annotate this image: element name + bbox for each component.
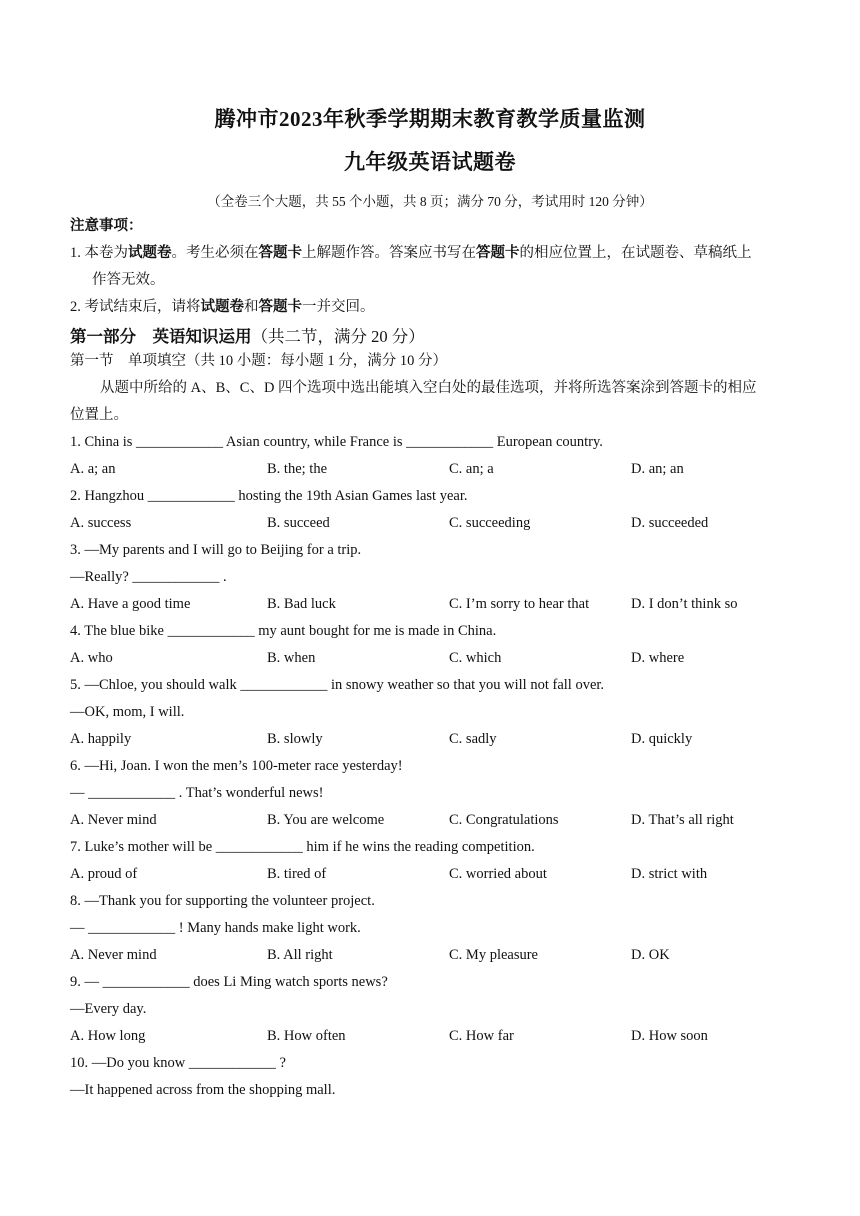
question-stem: 8. —Thank you for supporting the volunteer project. bbox=[70, 893, 375, 909]
option-c: C. an; a bbox=[449, 461, 494, 477]
notice-text: 和 bbox=[244, 299, 259, 315]
notice-item-1 bbox=[70, 244, 752, 262]
question-stem: 3. —My parents and I will go to Beijing for a trip. bbox=[70, 542, 362, 558]
option-a: A. a; an bbox=[70, 461, 116, 477]
option-c: C. sadly bbox=[449, 731, 497, 747]
question-stem: 7. Luke’s mother will be ____________ him if he wins the reading competition. bbox=[70, 839, 535, 855]
notice-bold: 试题卷 bbox=[128, 245, 172, 261]
notice-text: 一并交回。 bbox=[302, 299, 375, 315]
notice-text: 1. 本卷为 bbox=[70, 245, 128, 261]
question-stem: 4. The blue bike ____________ my aunt bought for me is made in China. bbox=[70, 623, 497, 639]
option-c: C. succeeding bbox=[449, 515, 531, 531]
option-a: A. proud of bbox=[70, 866, 138, 882]
question-dialogue-line: —OK, mom, I will. bbox=[70, 704, 185, 720]
option-a: A. success bbox=[70, 515, 132, 531]
option-a: A. who bbox=[70, 650, 113, 666]
question-stem: 10. —Do you know ____________ ? bbox=[70, 1055, 286, 1071]
section-one-title: 第一节 单项填空（共 10 小题：每小题 1 分，满分 10 分） bbox=[70, 353, 447, 369]
option-c: C. which bbox=[449, 650, 502, 666]
exam-subtitle: 九年级英语试题卷 bbox=[344, 150, 516, 174]
option-b: B. succeed bbox=[267, 515, 330, 531]
question-stem: 5. —Chloe, you should walk ____________ in snowy weather so that you will not fall over. bbox=[70, 677, 605, 693]
option-d: D. an; an bbox=[631, 461, 684, 477]
question-dialogue-line: — ____________ ! Many hands make light work. bbox=[70, 920, 361, 936]
option-d: D. where bbox=[631, 650, 685, 666]
option-a: A. Have a good time bbox=[70, 596, 191, 612]
exam-title: 腾冲市2023年秋季学期期末教育教学质量监测 bbox=[214, 107, 646, 131]
option-d: D. That’s all right bbox=[631, 812, 734, 828]
notice-bold: 答题卡 bbox=[476, 245, 520, 261]
option-a: A. happily bbox=[70, 731, 132, 747]
option-d: D. strict with bbox=[631, 866, 708, 882]
option-a: A. How long bbox=[70, 1028, 146, 1044]
option-b: B. slowly bbox=[267, 731, 323, 747]
option-d: D. OK bbox=[631, 947, 670, 963]
notice-bold: 答题卡 bbox=[258, 299, 302, 315]
question-stem: 2. Hangzhou ____________ hosting the 19th Asian Games last year. bbox=[70, 488, 468, 504]
notice-item-2 bbox=[70, 298, 375, 316]
instruction-line-1: 从题中所给的 A、B、C、D 四个选项中选出能填入空白处的最佳选项，并将所选答案涂到答题卡的相应 bbox=[100, 380, 757, 396]
notice-text: 上解题作答。答案应书写在 bbox=[302, 245, 476, 261]
notice-bold: 试题卷 bbox=[200, 299, 244, 315]
notice-item-1-cont: 作答无效。 bbox=[92, 272, 165, 288]
part-one-title bbox=[70, 323, 425, 347]
option-d: D. quickly bbox=[631, 731, 693, 747]
option-a: A. Never mind bbox=[70, 812, 157, 828]
option-b: B. tired of bbox=[267, 866, 327, 882]
exam-info: （全卷三个大题，共 55 个小题，共 8 页；满分 70 分，考试用时 120 分钟） bbox=[207, 194, 653, 209]
question-stem: 6. —Hi, Joan. I won the men’s 100-meter race yesterday! bbox=[70, 758, 403, 774]
question-dialogue-line: —It happened across from the shopping mall. bbox=[70, 1082, 336, 1098]
notice-text: 。考生必须在 bbox=[171, 245, 259, 261]
option-c: C. worried about bbox=[449, 866, 547, 882]
option-b: B. All right bbox=[267, 947, 333, 963]
option-d: D. How soon bbox=[631, 1028, 708, 1044]
notice-heading: 注意事项： bbox=[70, 218, 143, 234]
question-dialogue-line: —Really? ____________ . bbox=[70, 569, 227, 585]
option-b: B. You are welcome bbox=[267, 812, 385, 828]
option-c: C. I’m sorry to hear that bbox=[449, 596, 590, 612]
notice-bold: 答题卡 bbox=[258, 245, 302, 261]
option-c: C. How far bbox=[449, 1028, 514, 1044]
question-dialogue-line: —Every day. bbox=[70, 1001, 147, 1017]
notice-text: 2. 考试结束后，请将 bbox=[70, 299, 201, 315]
option-a: A. Never mind bbox=[70, 947, 157, 963]
option-c: C. My pleasure bbox=[449, 947, 538, 963]
option-c: C. Congratulations bbox=[449, 812, 559, 828]
notice-text: 的相应位置上，在试题卷、草稿纸上 bbox=[519, 245, 752, 261]
question-dialogue-line: — ____________ . That’s wonderful news! bbox=[70, 785, 324, 801]
option-b: B. How often bbox=[267, 1028, 346, 1044]
option-d: D. succeeded bbox=[631, 515, 709, 531]
instruction-line-2: 位置上。 bbox=[70, 407, 128, 423]
option-b: B. Bad luck bbox=[267, 596, 336, 612]
option-d: D. I don’t think so bbox=[631, 596, 738, 612]
option-b: B. the; the bbox=[267, 461, 328, 477]
option-b: B. when bbox=[267, 650, 316, 666]
part-one-note: （共二节，满分 20 分） bbox=[251, 327, 425, 346]
question-stem: 9. — ____________ does Li Ming watch sports news? bbox=[70, 974, 388, 990]
question-stem: 1. China is ____________ Asian country, while France is ____________ European country. bbox=[70, 434, 603, 450]
part-one-heading: 第一部分 英语知识运用 bbox=[70, 327, 252, 346]
